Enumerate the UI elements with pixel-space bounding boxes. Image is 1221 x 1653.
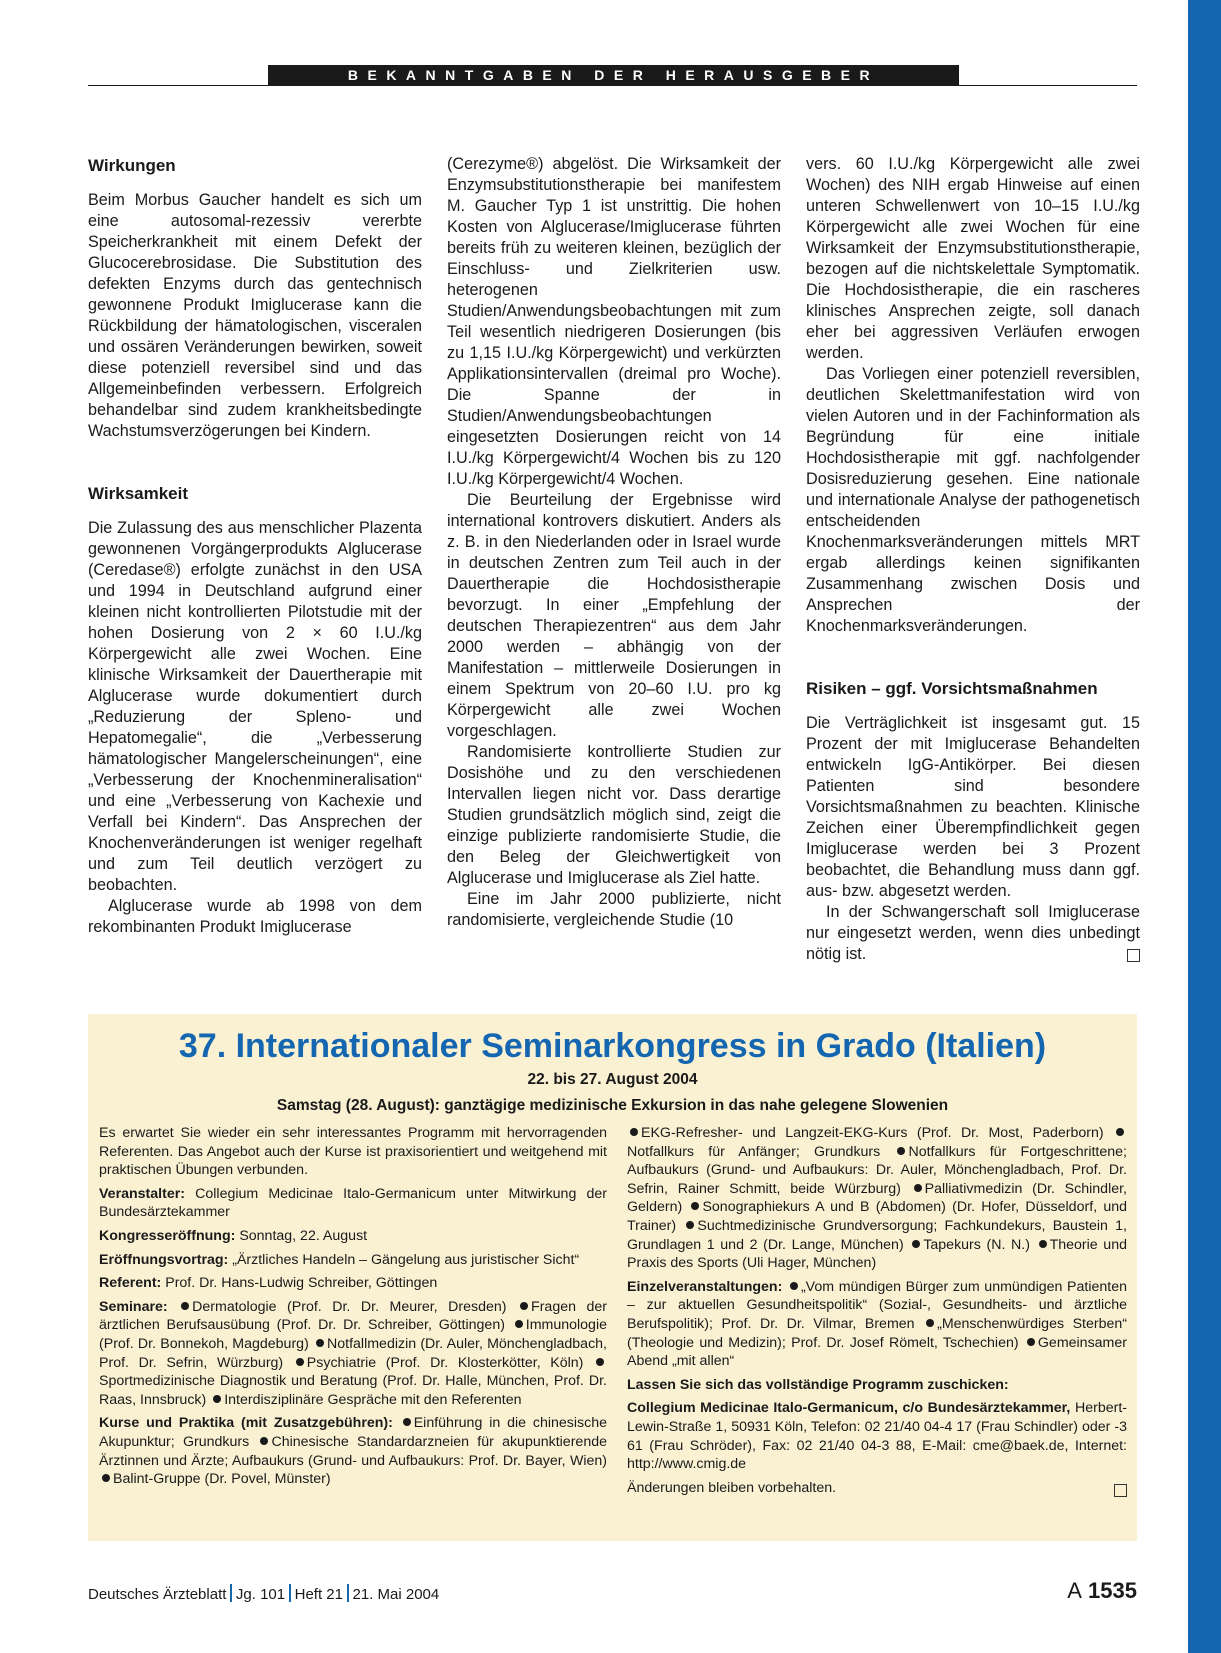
vortrag [99, 1251, 607, 1270]
paragraph: Eine im Jahr 2000 publizierte, nicht randomisierte, vergleichende Studie (10 [447, 890, 781, 929]
bullet-icon [181, 1302, 189, 1310]
seminare-label: Seminare: [99, 1298, 168, 1315]
journal-name: Deutsches Ärzteblatt [88, 1586, 227, 1603]
kurs-item: Balint-Gruppe (Dr. Povel, Münster) [113, 1471, 331, 1488]
article-column-2 [447, 154, 781, 931]
heading-risiken: Risiken – ggf. Vorsichtsmaßnahmen [806, 679, 1098, 698]
bullet-icon [1116, 1128, 1124, 1136]
edge-color-bar [1188, 0, 1221, 1653]
einzel-item: „Menschenwürdiges Sterben“ (Theologie und Medizin); Prof. Dr. Josef Römelt, Tschechien) [627, 1315, 1127, 1351]
article-column-3 [806, 154, 1140, 965]
bullet-icon [912, 1240, 920, 1248]
kurs-item: Notfallkurs für Anfänger; Grundkurs [627, 1143, 881, 1160]
separator [347, 1584, 349, 1602]
referent-text: Prof. Dr. Hans-Ludwig Schreiber, Göttingen [165, 1275, 438, 1292]
paragraph: Randomisierte kontrollierte Studien zur Dosishöhe und zu den verschiedenen Intervallen liegen nicht vor. Dass derartige Studien grundsätzlich möglich sind, zeigt die einzige publizierte randomisierte Studie, die den Beleg der Gleichwertigkeit von Alglucerase und Imiglucerase als Ziel hatte. [447, 743, 781, 887]
kurs-item: Theorie und Praxis des Sports (Uli Hager, München) [627, 1236, 1127, 1272]
veranstalter-text: Collegium Medicinae Italo-Germanicum unter Mitwirkung der Bundesärztekammer [99, 1185, 607, 1221]
bullet-icon [296, 1358, 304, 1366]
einzel-list [627, 1278, 1127, 1371]
eroeffnung-label: Kongresseröffnung: [99, 1227, 236, 1244]
veranstalter [99, 1185, 607, 1222]
paragraph-last [806, 902, 1140, 965]
kurse-label: Kurse und Praktika (mit Zusatzgebühren): [99, 1415, 393, 1432]
bullet-icon [897, 1147, 905, 1155]
seminar-item: Interdisziplinäre Gespräche mit den Referenten [224, 1391, 522, 1408]
issue-date: 21. Mai 2004 [352, 1586, 440, 1603]
bullet-icon [102, 1474, 110, 1482]
bullet-icon [596, 1358, 604, 1366]
article-column-1 [88, 154, 422, 938]
page-prefix: A [1067, 1578, 1082, 1603]
kurse-list-continued [627, 1124, 1127, 1273]
bullet-icon [316, 1339, 324, 1347]
section-header: BEKANNTGABEN DER HERAUSGEBER [268, 65, 959, 86]
paragraph: Beim Morbus Gaucher handelt es sich um eine autosomal-rezessiv vererbte Speicherkrankheit mit einem Defekt der Glucocerebrosidase. Die Substitution des defekten Enzyms durch das gentechnisch gewonnene Produkt Imiglucerase kann die Rückbildung der hämatologischen, visceralen und ossären Veränderungen bewirken, soweit diese potenziell reversibel sind und das Allgemeinbefinden verbessern. Erfolgreich behandelbar sind zudem krankheitsbedingte Wachstumsverzögerungen bei Kindern. [88, 191, 422, 440]
end-mark-icon [1127, 949, 1140, 962]
congress-column-right [627, 1124, 1127, 1502]
vortrag-label: Eröffnungsvortrag: [99, 1251, 229, 1268]
changes-text: Änderungen bleiben vorbehalten. [627, 1479, 837, 1496]
programm-label: Lassen Sie sich das vollständige Programm zuschicken: [627, 1376, 1009, 1393]
congress-subtitle: Samstag (28. August): ganztägige medizinische Exkursion in das nahe gelegene Slowenien [276, 1097, 949, 1114]
separator [230, 1584, 232, 1602]
paragraph: Das Vorliegen einer potenziell reversiblen, deutlichen Skelettmanifestation wird von vielen Autoren und in der Fachinformation als Begründung für eine initiale Hochdosistherapie mit ggf. nachfolgender Dosisreduzierung gesehen. Eine nationale und internationale Analyse der pathogenetisch entscheidenden Knochenmarksveränderungen mittels MRT ergab allerdings keinen signifikanten Zusammenhang zwischen Dosis und Ansprechen der Knochenmarksveränderungen. [806, 365, 1140, 635]
paragraph: Die Zulassung des aus menschlicher Plazenta gewonnenen Vorgängerprodukts Alglucerase (Ceredase®) erfolgte zunächst in den USA und 1994 in Deutschland aufgrund einer kleinen nicht kontrollierten Pilotstudie mit der hohen Dosierung von 2 × 60 I.U./kg Körpergewicht alle zwei Wochen. Eine klinische Wirksamkeit der Dauertherapie mit Alglucerase wurde dokumentiert durch „Reduzierung der Spleno- und Hepatomegalie“, die „Verbesserung hämatologischer Mangelerscheinungen“, eine „Verbesserung der Knochenmineralisation“ und eine „Verbesserung von Kachexie und Verfall bei Kindern“. Das Ansprechen der Knochenveränderungen ist weniger regelhaft und zum Teil deutlich verzögert zu beobachten. [88, 519, 422, 894]
paragraph: vers. 60 I.U./kg Körpergewicht alle zwei Wochen) des NIH ergab Hinweise auf einen unteren Schwellenwert von 10–15 I.U./kg Körpergewicht alle zwei Wochen für eine Wirksamkeit der Enzymsubstitutionstherapie, bezogen auf die nichtskelettale Symptomatik. Die Hochdosistherapie, die ein rascheres klinisches Ansprechen zeigte, soll danach eher bei aggressiven Verläufen erwogen werden. [806, 155, 1140, 362]
paragraph: Die Verträglichkeit ist insgesamt gut. 15 Prozent der mit Imiglucerase Behandelten entwickeln IgG-Antikörper. Bei diesen Patienten sind besondere Vorsichtsmaßnahmen zu beachten. Klinische Zeichen einer Überempfindlichkeit gegen Imiglucerase werden bei 3 Prozent beobachtet, die Behandlung muss dann ggf. aus- bzw. abgesetzt werden. [806, 714, 1140, 900]
referent-label: Referent: [99, 1275, 162, 1292]
bullet-icon [926, 1319, 934, 1327]
congress-title: 37. Internationaler Seminarkongress in Grado (Italien) [178, 1027, 1047, 1065]
veranstalter-label: Veranstalter: [99, 1185, 185, 1202]
contact-details: Herbert-Lewin-Straße 1, 50931 Köln, Telefon: 02 21/40 04-4 17 (Frau Schindler) oder -3 61 (Frau Schröder), Fax: 02 21/40 04-3 88, E-Mail: cme@baek.de, Internet: http://www.cmig.de [627, 1400, 1127, 1473]
paragraph: Die Beurteilung der Ergebnisse wird international kontrovers diskutiert. Anders als z. B. in den Niederlanden oder in Israel wurde in deutschen Zentren zum Teil auch in der Dauertherapie die Hochdosistherapie bevorzugt. In einer „Empfehlung der deutschen Therapiezentren“ aus dem Jahr 2000 werden – abhängig von der Manifestation – mittlerweile Dosierungen in einem Spektrum von 20–60 I.U. pro kg Körpergewicht alle zwei Wochen vorgeschlagen. [447, 491, 781, 740]
bullet-icon [403, 1418, 411, 1426]
kurs-item: Chinesische Standardarzneien für akupunktierende Ärztinnen und Ärzte; Aufbaukurs (Grund- und Aufbaukurs: Prof. Dr. Bayer, Wien) [99, 1433, 607, 1469]
seminar-item: Sportmedizinische Diagnostik und Beratung (Prof. Dr. Halle, München, Prof. Dr. Raas, Innsbruck) [99, 1373, 607, 1408]
bullet-icon [691, 1202, 699, 1210]
eroeffnung [99, 1227, 607, 1246]
einzel-label: Einzelveranstaltungen: [627, 1278, 783, 1295]
eroeffnung-text: Sonntag, 22. August [239, 1227, 368, 1244]
kurs-item: Tapekurs (N. N.) [923, 1236, 1030, 1253]
page-value: 1535 [1088, 1578, 1137, 1603]
header-rule [88, 85, 1137, 86]
paragraph-text: In der Schwangerschaft soll Imiglucerase nur eingesetzt werden, wenn dies unbedingt nötig ist. [806, 903, 1140, 963]
bullet-icon [213, 1395, 221, 1403]
heading-wirksamkeit: Wirksamkeit [88, 484, 189, 503]
congress-announcement-box [88, 1014, 1137, 1541]
heading-wirkungen: Wirkungen [88, 156, 176, 175]
kurs-item: EKG-Refresher- und Langzeit-EKG-Kurs (Prof. Dr. Most, Paderborn) [641, 1125, 1104, 1141]
bullet-icon [790, 1282, 798, 1290]
bullet-icon [1027, 1338, 1035, 1346]
seminar-item: Fragen der ärztlichen Berufsausübung (Prof. Dr. Dr. Schreiber, Göttingen) [99, 1298, 608, 1334]
bullet-icon [1039, 1240, 1047, 1248]
end-mark-icon [1114, 1484, 1127, 1497]
changes-note [627, 1479, 1127, 1498]
einzel-item: „Vom mündigen Bürger zum unmündigen Patienten – zur aktuellen Gesundheitspolitik“ (Sozial-, Gesundheits- und ärztliche Berufspolitik); Prof. Dr. Dr. Vilmar, Bremen [627, 1278, 1127, 1332]
programm-heading [627, 1376, 1127, 1395]
einzel-item: Gemeinsamer Abend „mit allen“ [627, 1334, 1127, 1370]
volume: Jg. 101 [235, 1586, 286, 1603]
kurse-list [99, 1414, 607, 1488]
page-number [1067, 1578, 1137, 1604]
kurs-item: Notfallkurs für Fortgeschrittene; Aufbaukurs (Grund- und Aufbaukurs: Dr. Auler, Mönchengladbach, Prof. Dr. Sefrin, Rainer Schmitt, beide Würzburg) [627, 1143, 1127, 1197]
seminare-list [99, 1298, 607, 1410]
bullet-icon [520, 1302, 528, 1310]
seminar-item: Psychiatrie (Prof. Dr. Klosterkötter, Köln) [306, 1354, 584, 1371]
contact-block [627, 1399, 1127, 1473]
separator [289, 1584, 291, 1602]
congress-intro: Es erwartet Sie wieder ein sehr interessantes Programm mit hervorragenden Referenten. Das Angebot auch der Kurse ist praxisorientiert und weitgehend mit praktischen Übungen verbunden. [99, 1125, 607, 1179]
contact-org: Collegium Medicinae Italo-Germanicum, c/o Bundesärztekammer, [627, 1400, 1071, 1417]
kurs-item: Einführung in die chinesische Akupunktur; Grundkurs [99, 1415, 607, 1450]
vortrag-text: „Ärztliches Handeln – Gängelung aus juristischer Sicht“ [232, 1251, 580, 1268]
seminar-item: Dermatologie (Prof. Dr. Dr. Meurer, Dresden) [192, 1298, 507, 1315]
seminar-item: Immunologie (Prof. Dr. Bonnekoh, Magdeburg) [99, 1317, 607, 1352]
congress-date: 22. bis 27. August 2004 [527, 1071, 698, 1088]
issue: Heft 21 [294, 1586, 343, 1603]
seminar-item: Notfallmedizin (Dr. Auler, Mönchengladbach, Prof. Dr. Sefrin, Würzburg) [99, 1335, 607, 1371]
bullet-icon [686, 1221, 694, 1229]
referent [99, 1274, 607, 1293]
paragraph: Alglucerase wurde ab 1998 von dem rekombinanten Produkt Imiglucerase [88, 897, 422, 936]
congress-column-left [99, 1124, 607, 1494]
bullet-icon [914, 1184, 922, 1192]
kurs-item: Palliativmedizin (Dr. Schindler, Geldern) [627, 1180, 1127, 1216]
kurs-item: Sonographiekurs A und B (Abdomen) (Dr. Hofer, Düsseldorf, und Trainer) [627, 1199, 1127, 1234]
bullet-icon [260, 1437, 268, 1445]
bullet-icon [515, 1320, 523, 1328]
kurs-item: Suchtmedizinische Grundversorgung; Fachkundekurs, Baustein 1, Grundlagen 1 und 2 (Dr. Lange, München) [627, 1217, 1127, 1253]
page-footer [88, 1584, 439, 1603]
bullet-icon [630, 1128, 638, 1136]
paragraph: (Cerezyme®) abgelöst. Die Wirksamkeit der Enzymsubstitutionstherapie bei manifestem M. Gaucher Typ 1 ist unstrittig. Die hohen Kosten von Alglucerase/Imiglucerase führten bereits früh zu weiteren kleinen, bezüglich der Einschluss- und Zielkriterien usw. heterogenen Studien/Anwendungsbeobachtungen mit zum Teil wesentlich niedrigeren Dosierungen (bis zu 1,15 I.U./kg Körpergewicht) und verkürzten Applikationsintervallen (dreimal pro Woche). Die Spanne der in Studien/Anwendungsbeobachtungen eingesetzten Dosierungen reicht von 14 I.U./kg Körpergewicht/4 Wochen bis zu 120 I.U./kg Körpergewicht/4 Wochen. [447, 155, 781, 488]
